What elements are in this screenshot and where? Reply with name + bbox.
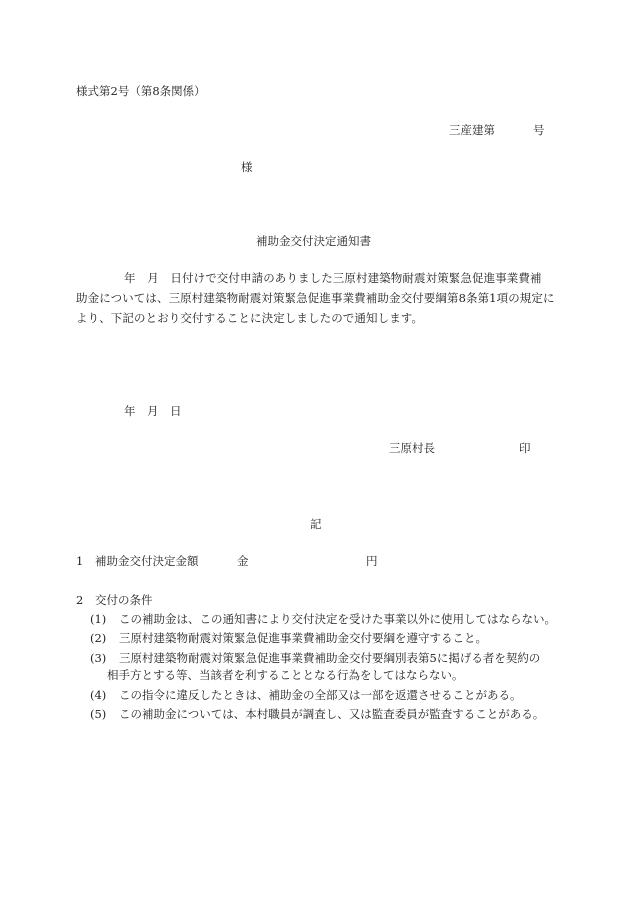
condition-number: (5) [90, 707, 107, 721]
document-title: 補助金交付決定通知書 [256, 234, 371, 248]
condition-number: (1) [90, 612, 107, 626]
section1-label: 補助金交付決定金額 [95, 554, 199, 568]
condition-number: (4) [90, 688, 107, 702]
condition-text: この補助金は、この通知書により交付決定を受けた事業以外に使用してはならない。 [119, 612, 556, 626]
intro-line-1: 年 月 日付けで交付申請のありました三原村建築物耐震対策緊急促進事業費補 [124, 271, 542, 285]
condition-number: (2) [90, 631, 107, 645]
condition-text: 三原村建築物耐震対策緊急促進事業費補助金交付要綱別表第5に掲げる者を契約の [119, 651, 541, 665]
addressee-suffix: 様 [241, 160, 253, 174]
section2-number: 2 [76, 593, 84, 607]
issue-date: 年 月 日 [124, 404, 182, 418]
issuer-name: 三原村長 [389, 441, 435, 455]
issuer-seal: 印 [519, 441, 531, 455]
ki-heading: 記 [310, 517, 322, 531]
condition-text: 三原村建築物耐震対策緊急促進事業費補助金交付要綱を遵守すること。 [119, 631, 487, 645]
form-id: 様式第2号（第8条関係） [76, 84, 206, 98]
doc-number-prefix: 三産建第 [449, 123, 495, 137]
section2-label: 交付の条件 [95, 593, 153, 607]
condition-text: この補助金については、本村職員が調査し、又は監査委員が監査することがある。 [119, 707, 545, 721]
intro-line-2: 助金については、三原村建築物耐震対策緊急促進事業費補助金交付要綱第8条第1項の規定に [76, 291, 555, 305]
section1-currency-suffix: 円 [366, 554, 378, 568]
doc-number-suffix: 号 [533, 123, 545, 137]
condition-text: この指令に違反したときは、補助金の全部又は一部を返還させることがある。 [119, 688, 522, 702]
section1-number: 1 [76, 554, 84, 568]
condition-continuation: 相手方とする等、当該者を利することとなる行為をしてはならない。 [107, 668, 464, 682]
condition-number: (3) [90, 651, 107, 665]
intro-line-3: より、下記のとおり交付することに決定しましたので通知します。 [76, 311, 424, 325]
section1-currency-prefix: 金 [237, 554, 249, 568]
